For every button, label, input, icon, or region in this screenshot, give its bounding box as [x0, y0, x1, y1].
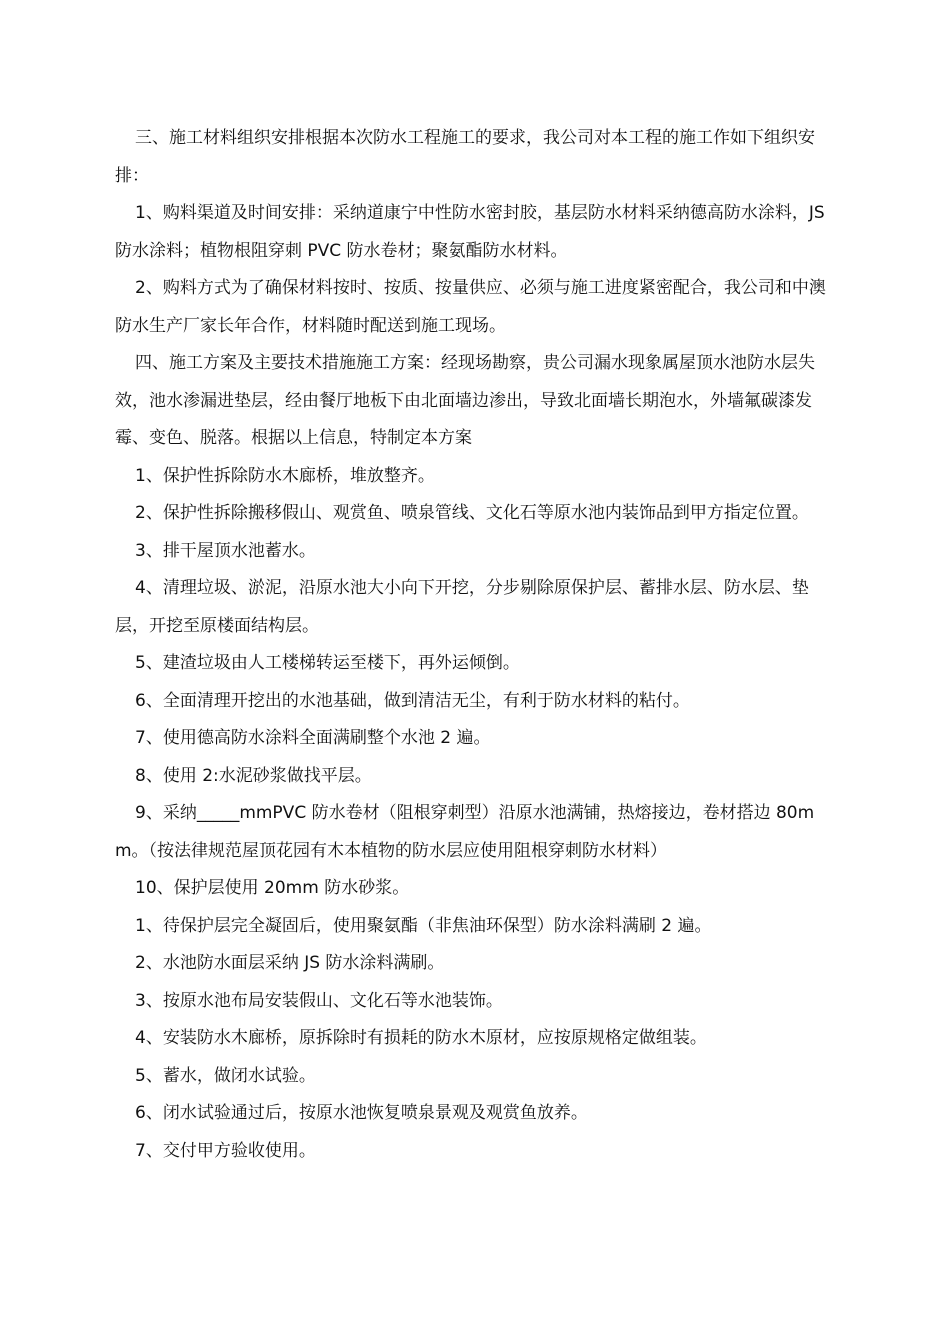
step-item: 3、排干屋顶水池蓄水。: [135, 540, 316, 561]
step-item: 7、使用德高防水涂料全面满刷整个水池 2 遍。: [135, 728, 491, 748]
step-item: 10、保护层使用 20mm 防水砂浆。: [135, 878, 410, 898]
step-item: 8、使用 2:水泥砂浆做找平层。: [135, 765, 372, 786]
step-item: 3、按原水池布局安装假山、文化石等水池装饰。: [135, 990, 503, 1011]
step-item: 6、全面清理开挖出的水池基础，做到清洁无尘，有利于防水材料的粘付。: [135, 690, 690, 711]
step-item: 5、建渣垃圾由人工楼梯转运至楼下，再外运倾倒。: [135, 653, 520, 673]
paragraph-purchase-channel: 1、购料渠道及时间安排：采纳道康宁中性防水密封胶，基层防水材料采纳德高防水涂料，JS 防水涂料；植物根阻穿刺 PVC 防水卷材；聚氨酯防水材料。: [115, 203, 825, 261]
paragraph-purchase-method: 2、购料方式为了确保材料按时、按质、按量供应、必须与施工进度紧密配合，我公司和中澳防水生产厂家长年合作，材料随时配送到施工现场。: [115, 278, 826, 336]
step-item: 1、保护性拆除防水木廊桥，堆放整齐。: [135, 465, 435, 486]
step-item: 5、蓄水，做闭水试验。: [135, 1065, 316, 1086]
step-item: 2、水池防水面层采纳 JS 防水涂料满刷。: [135, 953, 445, 973]
step-item: 2、保护性拆除搬移假山、观赏鱼、喷泉管线、文化石等原水池内装饰品到甲方指定位置。: [135, 503, 809, 523]
step-item: 9、采纳_____mmPVC 防水卷材（阻根穿刺型）沿原水池满铺，热熔接边，卷材搭边 80mm。（按法律规范屋顶花园有木本植物的防水层应使用阻根穿刺防水材料）: [115, 803, 815, 861]
step-item: 4、清理垃圾、淤泥，沿原水池大小向下开挖，分步剔除原保护层、蓄排水层、防水层、垫层，开挖至原楼面结构层。: [115, 578, 809, 636]
section-heading-materials: 三、施工材料组织安排根据本次防水工程施工的要求，我公司对本工程的施工作如下组织安排：: [115, 128, 815, 186]
document-body: [115, 120, 837, 1170]
step-item: 4、安装防水木廊桥，原拆除时有损耗的防水木原材，应按原规格定做组装。: [135, 1028, 707, 1048]
step-item: 6、闭水试验通过后，按原水池恢复喷泉景观及观赏鱼放养。: [135, 1103, 588, 1123]
section-heading-plan: 四、施工方案及主要技术措施施工方案：经现场勘察，贵公司漏水现象属屋顶水池防水层失效，池水渗漏进垫层，经由餐厅地板下由北面墙边渗出，导致北面墙长期泡水，外墙氟碳漆发霉、变色、脱落。根据以上信息，特制定本方案: [115, 353, 815, 448]
step-item: 1、待保护层完全凝固后，使用聚氨酯（非焦油环保型）防水涂料满刷 2 遍。: [135, 915, 712, 936]
step-item: 7、交付甲方验收使用。: [135, 1140, 316, 1161]
